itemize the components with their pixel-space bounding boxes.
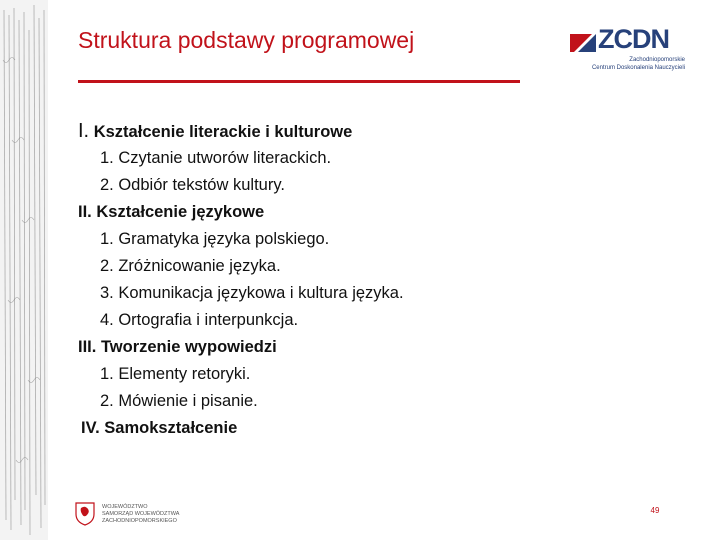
section-numeral: I. [78, 120, 90, 142]
section-title: Kształcenie językowe [96, 203, 265, 221]
list-item: 3. Komunikacja językowa i kultura języka. [100, 284, 404, 302]
section-title: Tworzenie wypowiedzi [100, 338, 277, 356]
list-item: 2. Zróżnicowanie języka. [100, 257, 281, 275]
list-item: 4. Ortografia i interpunkcja. [100, 311, 299, 329]
section-heading [78, 334, 638, 361]
page-title: Struktura podstawy programowej [78, 27, 415, 53]
footer-logo-line: WOJEWÓDZTWO [102, 504, 148, 510]
griffin-crest-icon [72, 500, 98, 526]
zcdn-logo-mark-icon [570, 30, 596, 54]
decorative-handwriting-strip [0, 0, 48, 540]
section-title: Samokształcenie [104, 419, 238, 437]
logo-text: ZCDN [598, 24, 669, 54]
list-item: 2. Mówienie i pisanie. [100, 392, 258, 410]
footer-logo-text [102, 504, 179, 525]
list-item: 1. Gramatyka języka polskiego. [100, 230, 330, 248]
footer-logo-line: ZACHODNIOPOMORSKIEGO [102, 518, 177, 524]
list-item: 1. Elementy retoryki. [100, 365, 251, 383]
regional-government-logo [72, 500, 202, 528]
section-numeral: III. [78, 338, 97, 356]
list-item: 2. Odbiór tekstów kultury. [100, 176, 285, 194]
section-heading [78, 199, 638, 226]
section-title: Kształcenie literackie i kulturowe [93, 123, 353, 141]
logo-subtitle-2: Centrum Doskonalenia Nauczycieli [591, 65, 685, 71]
section-heading [78, 415, 638, 442]
handwriting-texture-icon [0, 0, 48, 540]
section-numeral: II. [78, 203, 92, 221]
section-numeral: IV. [81, 419, 100, 437]
curriculum-outline [78, 118, 638, 442]
logo-subtitle-1: Zachodniopomorskie [629, 57, 685, 63]
title-underline [78, 80, 520, 83]
zcdn-logo [570, 24, 685, 71]
list-item: 1. Czytanie utworów literackich. [100, 149, 332, 167]
footer-logo-line: SAMORZĄD WOJEWÓDZTWA [102, 511, 180, 517]
page-number: 49 [650, 506, 660, 515]
section-heading [78, 118, 638, 145]
